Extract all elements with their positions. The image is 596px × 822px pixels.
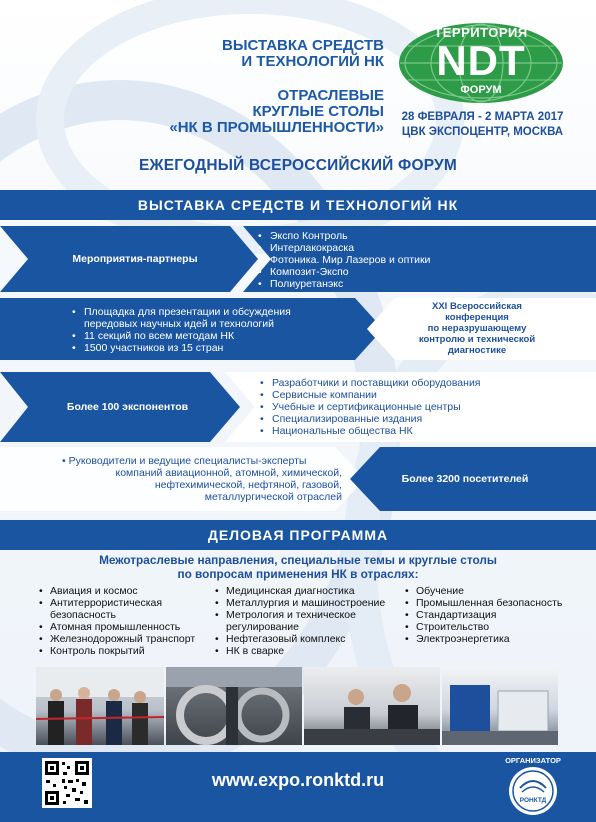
photo-exhibition-hall: [442, 667, 558, 745]
list-item: • Учебные и сертификационные центры: [260, 401, 481, 413]
logo-bottom-text: ФОРУМ: [460, 84, 502, 96]
ndt-forum-logo: [398, 22, 564, 104]
list-item: • Полиуретанэкс: [258, 278, 430, 290]
list-item: • Разработчики и поставщики оборудования: [260, 377, 481, 389]
conference-label-line-2: конференция: [445, 312, 509, 323]
exhibition-band-title: ВЫСТАВКА СРЕДСТВ И ТЕХНОЛОГИЙ НК: [0, 190, 596, 220]
conference-label-line-4: контролю и технической: [418, 334, 536, 345]
visitors-line-1: • Руководители и ведущие специалисты-эксперты: [62, 455, 307, 467]
conference-label-line-5: диагностике: [447, 345, 507, 356]
list-item: • Метрология и техническое регулирование: [214, 609, 399, 633]
logo-top-text: ТЕРРИТОРИЯ: [434, 25, 528, 40]
list-item: • Медицинская диагностика: [214, 585, 399, 597]
round-tables-line-1: ОТРАСЛЕВЫЕ: [277, 87, 384, 104]
conference-list: [72, 306, 342, 354]
visitors-line-4: металлургической отраслей: [204, 491, 342, 503]
partners-list: [258, 230, 430, 290]
topics-column-3: [404, 585, 574, 645]
annual-forum-title: ЕЖЕГОДНЫЙ ВСЕРОССИЙСКИЙ ФОРУМ: [139, 157, 457, 174]
business-program-title: ДЕЛОВАЯ ПРОГРАММА: [0, 520, 596, 550]
list-item: • Фотоника. Мир Лазеров и оптики: [258, 254, 430, 266]
booth-photo-icon: [442, 667, 558, 745]
partners-label: Мероприятия-партнеры: [72, 253, 198, 265]
conference-label: [392, 301, 562, 356]
business-subtitle-line-2: по вопросам применения НК в отраслях:: [177, 567, 419, 581]
exponents-list: [260, 377, 481, 437]
exponents-label: Более 100 экспонентов: [66, 401, 189, 413]
exhibition-heading: [222, 38, 384, 70]
list-item: • Контроль покрытий: [38, 645, 208, 657]
website-link[interactable]: www.expo.ronktd.ru: [211, 770, 385, 790]
exhibition-line-2: И ТЕХНОЛОГИЙ НК: [241, 53, 384, 70]
organizer-logo-text: РОНКТД: [519, 797, 547, 804]
exhibition-line-1: ВЫСТАВКА СРЕДСТВ: [222, 37, 384, 54]
list-item: • Площадка для презентации и обсуждения передовых научных идей и технологий: [72, 306, 342, 330]
photo-conference: [304, 667, 440, 745]
round-tables-line-3: «НК В ПРОМЫШЛЕННОСТИ»: [169, 119, 384, 136]
photo-equipment: [166, 667, 302, 745]
visitors-line-1-text: Руководители и ведущие специалисты-эксперты: [68, 455, 307, 467]
visitors-text: [62, 455, 342, 503]
business-subtitle: [0, 553, 596, 581]
list-item: • Национальные общества НК: [260, 425, 481, 437]
speakers-photo-icon: [304, 667, 440, 745]
topics-column-2: [214, 585, 399, 657]
visitors-line-2: компаний авиационной, атомной, химической,: [115, 467, 342, 479]
visitors-line-3: нефтехимической, нефтяной, газовой,: [154, 479, 342, 491]
organizer-emblem-icon: [508, 766, 558, 816]
list-item: • Авиация и космос: [38, 585, 208, 597]
list-item: • Промышленная безопасность: [404, 597, 574, 609]
event-dates: 28 ФЕВРАЛЯ - 2 МАРТА 2017: [401, 111, 564, 123]
list-item: • Специализированные издания: [260, 413, 481, 425]
round-tables-line-2: КРУГЛЫЕ СТОЛЫ: [252, 103, 384, 120]
topics-column-1: [38, 585, 208, 657]
event-dates-venue: [390, 110, 575, 140]
list-item: • Электроэнергетика: [404, 633, 574, 645]
conference-label-line-1: XXI Всероссийская: [432, 301, 522, 312]
business-subtitle-line-1: Межотраслевые направления, специальные темы и круглые столы: [99, 553, 497, 567]
people-photo-icon: [36, 667, 164, 745]
list-item: • 1500 участников из 15 стран: [72, 342, 342, 354]
list-item: • Экспо Контроль: [258, 230, 430, 242]
list-item: • Интерлакокраска: [258, 242, 430, 254]
list-item: • Металлургия и машиностроение: [214, 597, 399, 609]
conference-label-line-3: по неразрушающему: [427, 323, 527, 334]
list-item: • 11 секций по всем методам НК: [72, 330, 342, 342]
list-item: • Атомная промышленность: [38, 621, 208, 633]
list-item: • Строительство: [404, 621, 574, 633]
list-item: • Композит-Экспо: [258, 266, 430, 278]
list-item: • Нефтегазовый комплекс: [214, 633, 399, 645]
event-venue: ЦВК ЭКСПОЦЕНТР, МОСКВА: [401, 126, 564, 138]
list-item: • Обучение: [404, 585, 574, 597]
pipes-photo-icon: [166, 667, 302, 745]
list-item: • Антитеррористическая безопасность: [38, 597, 208, 621]
visitors-label: Более 3200 посетителей: [401, 473, 529, 485]
ronktd-logo: [508, 766, 558, 816]
organizer-label: ОРГАНИЗАТОР: [505, 756, 561, 765]
list-item: • Железнодорожный транспорт: [38, 633, 208, 645]
logo-main-text: NDT: [436, 37, 526, 84]
round-tables-heading: [169, 88, 384, 136]
photo-opening-ceremony: [36, 667, 164, 745]
list-item: • НК в сварке: [214, 645, 399, 657]
list-item: • Сервисные компании: [260, 389, 481, 401]
list-item: • Стандартизация: [404, 609, 574, 621]
